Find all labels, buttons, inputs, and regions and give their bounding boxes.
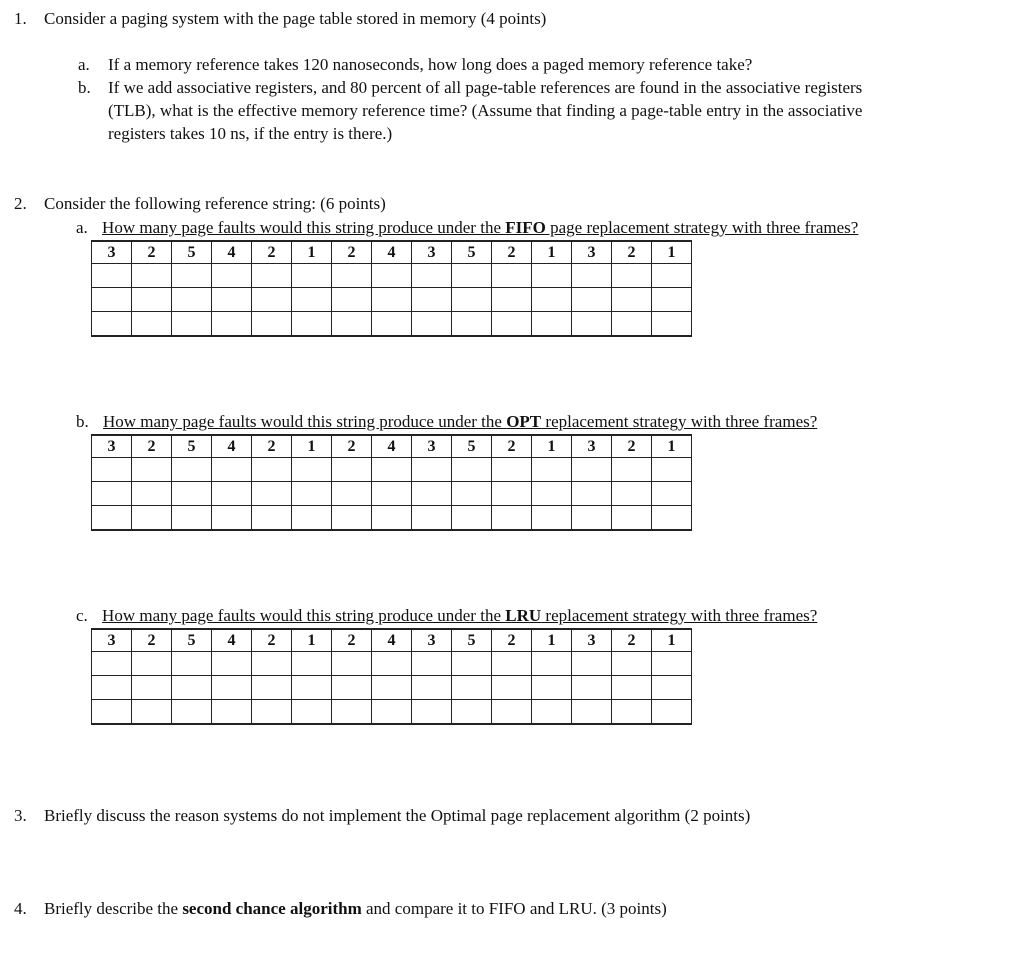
frame-cell[interactable] (572, 676, 612, 700)
frame-row (92, 700, 692, 725)
ref-cell: 2 (252, 435, 292, 458)
frame-cell[interactable] (252, 264, 292, 288)
frame-cell[interactable] (252, 312, 292, 337)
ref-cell: 1 (292, 435, 332, 458)
frame-cell[interactable] (492, 458, 532, 482)
frame-cell[interactable] (532, 458, 572, 482)
frame-cell[interactable] (92, 458, 132, 482)
ref-cell: 3 (572, 435, 612, 458)
frame-cell[interactable] (212, 482, 252, 506)
ref-cell: 4 (212, 241, 252, 264)
ref-cell: 3 (412, 241, 452, 264)
frame-cell[interactable] (292, 700, 332, 725)
frame-cell[interactable] (212, 264, 252, 288)
ref-cell: 3 (92, 629, 132, 652)
frame-row (92, 652, 692, 676)
q1-part-b-label: b. (78, 78, 91, 97)
frame-cell[interactable] (492, 312, 532, 337)
frame-cell[interactable] (492, 676, 532, 700)
frame-cell[interactable] (332, 506, 372, 531)
frame-cell[interactable] (172, 264, 212, 288)
frame-cell[interactable] (252, 482, 292, 506)
frame-cell[interactable] (452, 288, 492, 312)
ref-cell: 3 (92, 241, 132, 264)
frame-cell[interactable] (132, 676, 172, 700)
ref-cell: 3 (572, 629, 612, 652)
frame-cell[interactable] (252, 288, 292, 312)
ref-cell: 1 (652, 241, 692, 264)
ref-cell: 2 (332, 435, 372, 458)
ref-cell: 2 (332, 241, 372, 264)
frame-cell[interactable] (612, 264, 652, 288)
frame-cell[interactable] (492, 264, 532, 288)
frame-cell[interactable] (332, 458, 372, 482)
frame-cell[interactable] (412, 264, 452, 288)
frame-cell[interactable] (292, 288, 332, 312)
frame-cell[interactable] (92, 506, 132, 531)
ref-cell: 2 (492, 629, 532, 652)
frame-cell[interactable] (92, 700, 132, 725)
frame-cell[interactable] (372, 652, 412, 676)
frame-cell[interactable] (372, 312, 412, 337)
frame-cell[interactable] (172, 652, 212, 676)
frame-cell[interactable] (212, 676, 252, 700)
question-2-number: 2. (14, 194, 27, 213)
frame-cell[interactable] (292, 312, 332, 337)
q1-part-b-line2: (TLB), what is the effective memory reference time? (Assume that finding a page-table entry in the associative (108, 101, 863, 120)
frame-row (92, 458, 692, 482)
ref-cell: 2 (132, 241, 172, 264)
ref-cell: 3 (572, 241, 612, 264)
frame-row (92, 506, 692, 531)
ref-cell: 5 (172, 241, 212, 264)
ref-cell: 2 (492, 435, 532, 458)
frame-cell[interactable] (332, 676, 372, 700)
question-number: 1. (14, 9, 27, 28)
frame-cell[interactable] (572, 264, 612, 288)
frame-cell[interactable] (492, 700, 532, 725)
frame-cell[interactable] (652, 312, 692, 337)
frame-cell[interactable] (372, 458, 412, 482)
question-4-text: Briefly describe the second chance algorithm and compare it to FIFO and LRU. (3 points) (44, 899, 667, 918)
frame-cell[interactable] (132, 652, 172, 676)
frame-cell[interactable] (412, 652, 452, 676)
ref-cell: 4 (372, 629, 412, 652)
frame-cell[interactable] (332, 482, 372, 506)
frame-cell[interactable] (572, 458, 612, 482)
frame-cell[interactable] (212, 652, 252, 676)
frame-row (92, 312, 692, 337)
q2-part-b (76, 412, 817, 432)
frame-cell[interactable] (612, 458, 652, 482)
ref-cell: 5 (172, 435, 212, 458)
frame-cell[interactable] (132, 700, 172, 725)
frame-row (92, 288, 692, 312)
frame-cell[interactable] (332, 700, 372, 725)
frame-cell[interactable] (132, 288, 172, 312)
frame-cell[interactable] (212, 700, 252, 725)
ref-cell: 1 (532, 241, 572, 264)
frame-cell[interactable] (612, 676, 652, 700)
frame-cell[interactable] (452, 458, 492, 482)
frame-cell[interactable] (292, 264, 332, 288)
frame-cell[interactable] (492, 652, 532, 676)
frame-cell[interactable] (372, 676, 412, 700)
frame-cell[interactable] (252, 676, 292, 700)
question-3-number: 3. (14, 806, 27, 825)
frame-cell[interactable] (372, 700, 412, 725)
ref-cell: 1 (652, 629, 692, 652)
question-1 (14, 9, 27, 29)
frame-cell[interactable] (332, 652, 372, 676)
frame-cell[interactable] (92, 288, 132, 312)
frame-cell[interactable] (172, 312, 212, 337)
q1-part-b-line3: registers takes 10 ns, if the entry is there.) (108, 124, 393, 143)
frame-cell[interactable] (532, 506, 572, 531)
q2-part-a (76, 218, 858, 238)
lru-table (91, 628, 692, 725)
frame-cell[interactable] (652, 458, 692, 482)
frame-cell[interactable] (652, 676, 692, 700)
frame-cell[interactable] (292, 652, 332, 676)
frame-cell[interactable] (252, 700, 292, 725)
frame-cell[interactable] (492, 288, 532, 312)
ref-cell: 3 (412, 435, 452, 458)
frame-row (92, 482, 692, 506)
frame-cell[interactable] (332, 288, 372, 312)
frame-cell[interactable] (532, 312, 572, 337)
frame-cell[interactable] (252, 458, 292, 482)
frame-cell[interactable] (412, 482, 452, 506)
reference-string-row (92, 435, 692, 458)
frame-cell[interactable] (452, 264, 492, 288)
frame-cell[interactable] (492, 482, 532, 506)
frame-cell[interactable] (172, 506, 212, 531)
frame-cell[interactable] (132, 264, 172, 288)
frame-cell[interactable] (572, 482, 612, 506)
q2-part-b-label: b. (76, 412, 89, 431)
frame-cell[interactable] (92, 676, 132, 700)
ref-cell: 5 (452, 629, 492, 652)
frame-cell[interactable] (612, 652, 652, 676)
frame-cell[interactable] (532, 676, 572, 700)
frame-cell[interactable] (212, 506, 252, 531)
frame-cell[interactable] (292, 458, 332, 482)
frame-cell[interactable] (132, 312, 172, 337)
frame-cell[interactable] (172, 700, 212, 725)
frame-cell[interactable] (292, 482, 332, 506)
frame-cell[interactable] (92, 482, 132, 506)
frame-cell[interactable] (612, 288, 652, 312)
q2-part-c (76, 606, 817, 626)
frame-cell[interactable] (652, 264, 692, 288)
frame-cell[interactable] (92, 312, 132, 337)
frame-cell[interactable] (372, 264, 412, 288)
frame-cell[interactable] (572, 312, 612, 337)
q1-part-b-line1: If we add associative registers, and 80 percent of all page-table references are found in the associative registers (108, 78, 863, 97)
frame-row (92, 676, 692, 700)
frame-cell[interactable] (652, 700, 692, 725)
q2-part-c-question: How many page faults would this string produce under the LRU replacement strategy with three frames? (102, 606, 818, 625)
frame-cell[interactable] (172, 458, 212, 482)
ref-cell: 1 (532, 629, 572, 652)
frame-cell[interactable] (212, 458, 252, 482)
frame-row (92, 264, 692, 288)
ref-cell: 4 (372, 435, 412, 458)
frame-cell[interactable] (92, 264, 132, 288)
frame-cell[interactable] (332, 312, 372, 337)
ref-cell: 4 (212, 435, 252, 458)
frame-cell[interactable] (132, 482, 172, 506)
frame-cell[interactable] (292, 676, 332, 700)
ref-cell: 2 (612, 629, 652, 652)
frame-cell[interactable] (372, 482, 412, 506)
ref-cell: 4 (372, 241, 412, 264)
frame-cell[interactable] (212, 288, 252, 312)
frame-cell[interactable] (372, 288, 412, 312)
q2-part-c-label: c. (76, 606, 88, 625)
frame-cell[interactable] (532, 652, 572, 676)
frame-cell[interactable] (452, 700, 492, 725)
q2-part-a-label: a. (76, 218, 88, 237)
ref-cell: 2 (492, 241, 532, 264)
frame-cell[interactable] (532, 264, 572, 288)
frame-cell[interactable] (172, 288, 212, 312)
ref-cell: 5 (452, 435, 492, 458)
q1-part-a-label: a. (78, 55, 90, 74)
frame-cell[interactable] (652, 482, 692, 506)
ref-cell: 2 (332, 629, 372, 652)
q1-part-a-text: If a memory reference takes 120 nanoseconds, how long does a paged memory reference take? (108, 55, 753, 74)
ref-cell: 3 (412, 629, 452, 652)
frame-cell[interactable] (92, 652, 132, 676)
frame-cell[interactable] (212, 312, 252, 337)
frame-cell[interactable] (172, 482, 212, 506)
ref-cell: 2 (132, 629, 172, 652)
ref-cell: 2 (612, 435, 652, 458)
question-3-text: Briefly discuss the reason systems do not implement the Optimal page replacement algorithm (2 points) (44, 806, 751, 825)
frame-cell[interactable] (332, 264, 372, 288)
frame-cell[interactable] (652, 506, 692, 531)
frame-cell[interactable] (412, 506, 452, 531)
frame-cell[interactable] (452, 312, 492, 337)
frame-cell[interactable] (412, 676, 452, 700)
fifo-table (91, 240, 692, 337)
frame-cell[interactable] (572, 288, 612, 312)
reference-string-row (92, 241, 692, 264)
ref-cell: 2 (132, 435, 172, 458)
ref-cell: 1 (292, 241, 332, 264)
question-4-number: 4. (14, 899, 27, 918)
q2-part-a-question: How many page faults would this string produce under the FIFO page replacement strategy with three frames? (102, 218, 859, 237)
frame-cell[interactable] (452, 676, 492, 700)
ref-cell: 2 (252, 241, 292, 264)
frame-cell[interactable] (532, 700, 572, 725)
q2-part-b-question: How many page faults would this string produce under the OPT replacement strategy with three frames? (103, 412, 818, 431)
frame-cell[interactable] (132, 506, 172, 531)
opt-table (91, 434, 692, 531)
frame-cell[interactable] (372, 506, 412, 531)
frame-cell[interactable] (132, 458, 172, 482)
frame-cell[interactable] (532, 482, 572, 506)
frame-cell[interactable] (252, 506, 292, 531)
question-1-text: Consider a paging system with the page table stored in memory (4 points) (44, 9, 547, 28)
question-2-text: Consider the following reference string: (6 points) (44, 194, 386, 213)
frame-cell[interactable] (532, 288, 572, 312)
frame-cell[interactable] (452, 506, 492, 531)
frame-cell[interactable] (412, 288, 452, 312)
frame-cell[interactable] (412, 458, 452, 482)
ref-cell: 1 (532, 435, 572, 458)
frame-cell[interactable] (612, 506, 652, 531)
frame-cell[interactable] (172, 676, 212, 700)
ref-cell: 1 (652, 435, 692, 458)
frame-cell[interactable] (572, 700, 612, 725)
frame-cell[interactable] (452, 482, 492, 506)
ref-cell: 5 (172, 629, 212, 652)
reference-string-row (92, 629, 692, 652)
frame-cell[interactable] (612, 700, 652, 725)
frame-cell[interactable] (292, 506, 332, 531)
ref-cell: 3 (92, 435, 132, 458)
frame-cell[interactable] (492, 506, 532, 531)
frame-cell[interactable] (452, 652, 492, 676)
frame-cell[interactable] (612, 312, 652, 337)
frame-cell[interactable] (572, 652, 612, 676)
ref-cell: 2 (252, 629, 292, 652)
frame-cell[interactable] (252, 652, 292, 676)
frame-cell[interactable] (652, 288, 692, 312)
frame-cell[interactable] (572, 506, 612, 531)
frame-cell[interactable] (612, 482, 652, 506)
frame-cell[interactable] (412, 700, 452, 725)
ref-cell: 2 (612, 241, 652, 264)
frame-cell[interactable] (652, 652, 692, 676)
ref-cell: 4 (212, 629, 252, 652)
frame-cell[interactable] (412, 312, 452, 337)
ref-cell: 1 (292, 629, 332, 652)
ref-cell: 5 (452, 241, 492, 264)
